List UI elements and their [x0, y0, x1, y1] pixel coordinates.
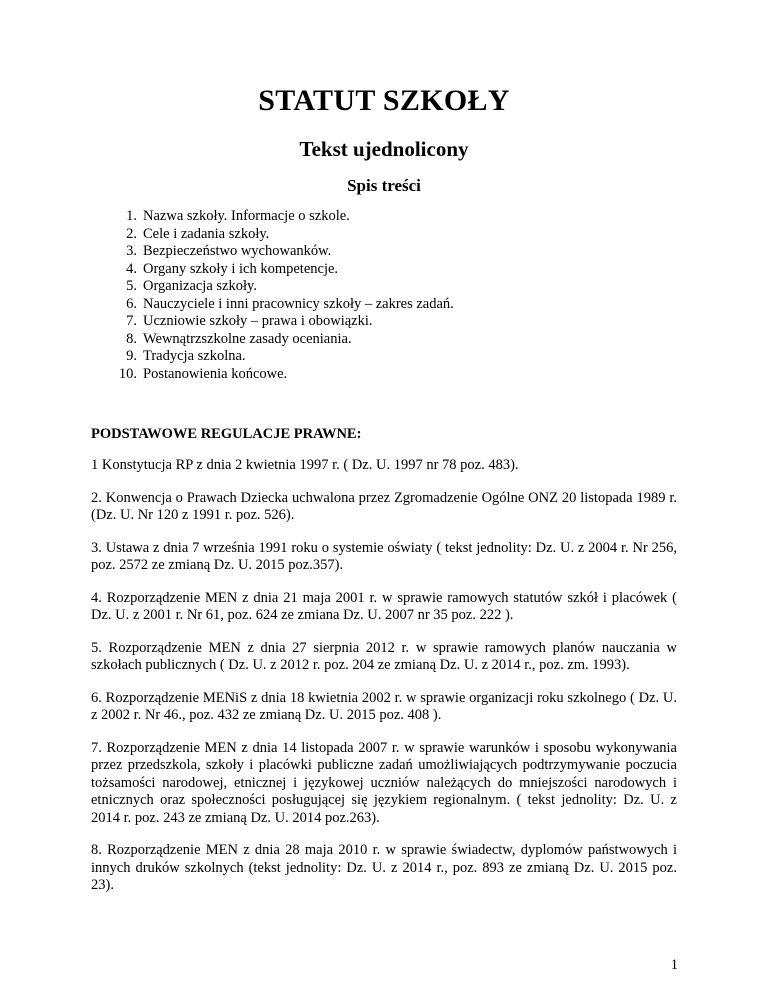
toc-item-number: 4. — [126, 260, 137, 277]
toc-item — [114, 331, 454, 349]
toc-item — [114, 208, 454, 226]
toc-item — [114, 296, 454, 314]
table-of-contents — [114, 208, 454, 383]
toc-item-text: Uczniowie szkoły – prawa i obowiązki. — [143, 313, 373, 329]
toc-item-text: Wewnątrzszkolne zasady oceniania. — [143, 330, 352, 347]
toc-item-number: 8. — [126, 330, 137, 347]
toc-item — [114, 366, 454, 384]
regulations-heading: PODSTAWOWE REGULACJE PRAWNE: — [91, 426, 362, 442]
regulation-item: 1 Konstytucja RP z dnia 2 kwietnia 1997 r. ( Dz. U. 1997 nr 78 poz. 483). — [91, 457, 519, 473]
regulation-item: 6. Rozporządzenie MENiS z dnia 18 kwietnia 2002 r. w sprawie organizacji roku szkolnego ( Dz. U. z 2002 r. Nr 46., poz. 432 ze zmianą Dz. U. 2015 poz. 408 ). — [91, 689, 677, 723]
regulation-item: 7. Rozporządzenie MEN z dnia 14 listopada 2007 r. w sprawie warunków i sposobu wykonywania przez przedszkola, szkoły i placówki publiczne zadań umożliwiających podtrzymywanie poczucia tożsamości narodowej, etnicznej i językowej uczniów należących do mniejszości narodowych i etnicznych oraz społeczności posługującej się językiem regionalnym. ( tekst jednolity: Dz. U. z 2014 r. poz. 243 ze zmianą Dz. U. 2014 poz.263). — [91, 739, 677, 826]
toc-item-number: 7. — [126, 313, 137, 329]
toc-item — [114, 243, 454, 261]
toc-item-number: 1. — [126, 208, 137, 224]
toc-item-number: 3. — [126, 243, 137, 259]
toc-item-text: Nazwa szkoły. Informacje o szkole. — [143, 208, 350, 224]
toc-item-text: Organizacja szkoły. — [143, 278, 257, 294]
toc-item-number: 5. — [126, 278, 137, 294]
page-number: 1 — [670, 957, 678, 973]
toc-item-text: Bezpieczeństwo wychowanków. — [143, 243, 332, 259]
toc-item-number: 10. — [118, 365, 137, 382]
regulation-item: 5. Rozporządzenie MEN z dnia 27 sierpnia 2012 r. w sprawie ramowych planów nauczania w szkołach publicznych ( Dz. U. z 2012 r. poz. 204 ze zmianą Dz. U. z 2014 r., poz. zm. 1993). — [91, 639, 677, 673]
toc-item-number: 9. — [126, 348, 137, 364]
regulation-item: 3. Ustawa z dnia 7 września 1991 roku o systemie oświaty ( tekst jednolity: Dz. U. z 2004 r. Nr 256, poz. 2572 ze zmianą Dz. U. 2015 poz.357). — [91, 539, 677, 573]
toc-item-text: Tradycja szkolna. — [143, 348, 246, 364]
toc-heading: Spis treści — [347, 176, 421, 195]
toc-item-text: Postanowienia końcowe. — [143, 365, 288, 382]
regulation-item: 2. Konwencja o Prawach Dziecka uchwalona przez Zgromadzenie Ogólne ONZ 20 listopada 1989 r. (Dz. U. Nr 120 z 1991 r. poz. 526). — [91, 489, 677, 523]
toc-item-number: 2. — [126, 225, 137, 242]
regulations-list — [91, 457, 677, 910]
toc-item-text: Cele i zadania szkoły. — [143, 225, 270, 242]
toc-item-text: Nauczyciele i inni pracownicy szkoły – zakres zadań. — [143, 295, 454, 312]
toc-item-number: 6. — [126, 295, 137, 312]
toc-item — [114, 226, 454, 244]
toc-item — [114, 261, 454, 279]
regulation-item: 4. Rozporządzenie MEN z dnia 21 maja 2001 r. w sprawie ramowych statutów szkół i placówek ( Dz. U. z 2001 r. Nr 61, poz. 624 ze zmiana Dz. U. 2007 nr 35 poz. 222 ). — [91, 589, 677, 623]
toc-item-text: Organy szkoły i ich kompetencje. — [143, 260, 339, 277]
toc-item — [114, 278, 454, 296]
document-title: STATUT SZKOŁY — [258, 84, 510, 117]
toc-item — [114, 348, 454, 366]
document-subtitle: Tekst ujednolicony — [299, 137, 469, 161]
regulation-item: 8. Rozporządzenie MEN z dnia 28 maja 2010 r. w sprawie świadectw, dyplomów państwowych i innych druków szkolnych (tekst jednolity: Dz. U. z 2014 r., poz. 893 ze zmianą Dz. U. 2015 poz. 23). — [91, 842, 677, 893]
toc-item — [114, 313, 454, 331]
